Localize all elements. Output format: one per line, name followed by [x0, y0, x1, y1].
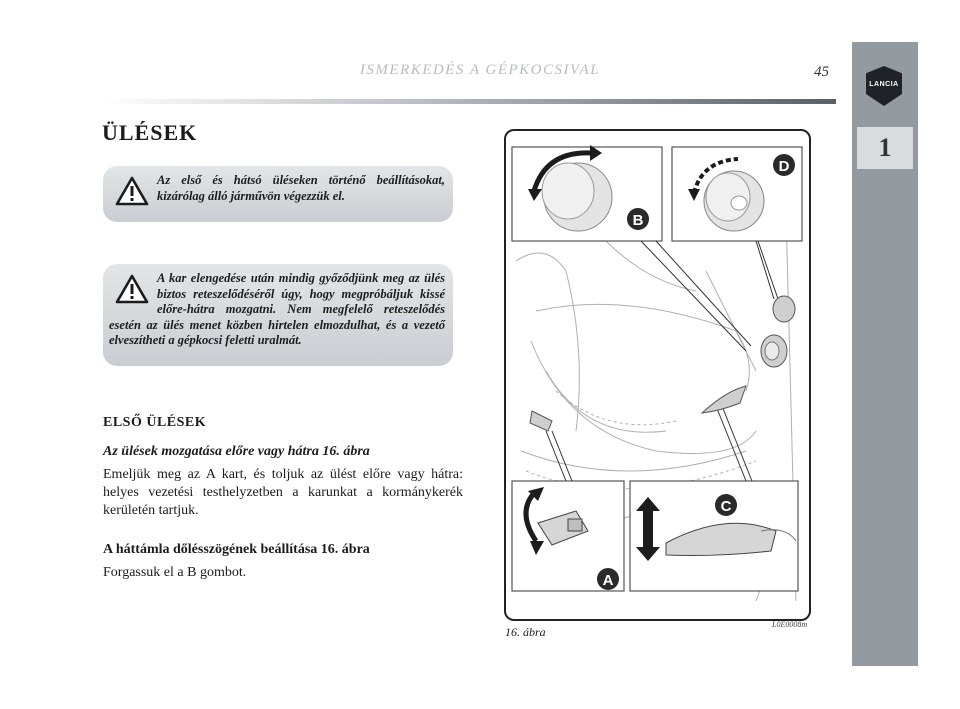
logo-text: LANCIA	[869, 81, 899, 88]
label-c: C	[720, 498, 732, 515]
warning-text: A kar elengedése után mindig győződjünk meg az ülés biztos reteszelődéséről úgy, hogy megpróbáljuk kissé előre-hátra mozgatni. Nem megfelelő reteszelődés esetén az ülés menet közben hirtelen elmozdulhat, és a vezető elveszítheti a gépkocsi feletti uralmát.	[109, 271, 445, 347]
seat-illustration	[506, 131, 809, 619]
paragraph-body: Emeljük meg az A kart, és toljuk az ülést előre vagy hátra: helyes vezetési testhelyzetben a karunkat a kormánykerék kerületén tartjuk.	[103, 467, 463, 518]
header-rule	[100, 99, 836, 104]
figure-code: L0E0008m	[772, 620, 808, 629]
warning-text: Az első és hátsó üléseken történő beállításokat, kizárólag álló járművön végezzük el.	[157, 173, 445, 203]
paragraph-heading: A háttámla dőlésszögének beállítása 16. ábra	[103, 542, 370, 557]
section-title: ÜLÉSEK	[102, 120, 198, 145]
label-a: A	[602, 572, 614, 589]
subsection-title: ELSŐ ÜLÉSEK	[103, 415, 207, 430]
warning-box	[103, 166, 453, 222]
paragraph-body: Forgassuk el a B gombot.	[103, 565, 247, 580]
label-d: D	[778, 158, 790, 175]
figure-frame	[504, 129, 811, 621]
page-number: 45	[814, 64, 829, 80]
figure-caption: 16. ábra	[505, 625, 546, 639]
chapter-number: 1	[857, 127, 913, 169]
paragraph-heading: Az ülések mozgatása előre vagy hátra 16. ábra	[103, 444, 370, 459]
label-b: B	[632, 212, 644, 229]
header-title: ISMERKEDÉS A GÉPKOCSIVAL	[359, 62, 601, 78]
warning-box	[103, 264, 453, 366]
